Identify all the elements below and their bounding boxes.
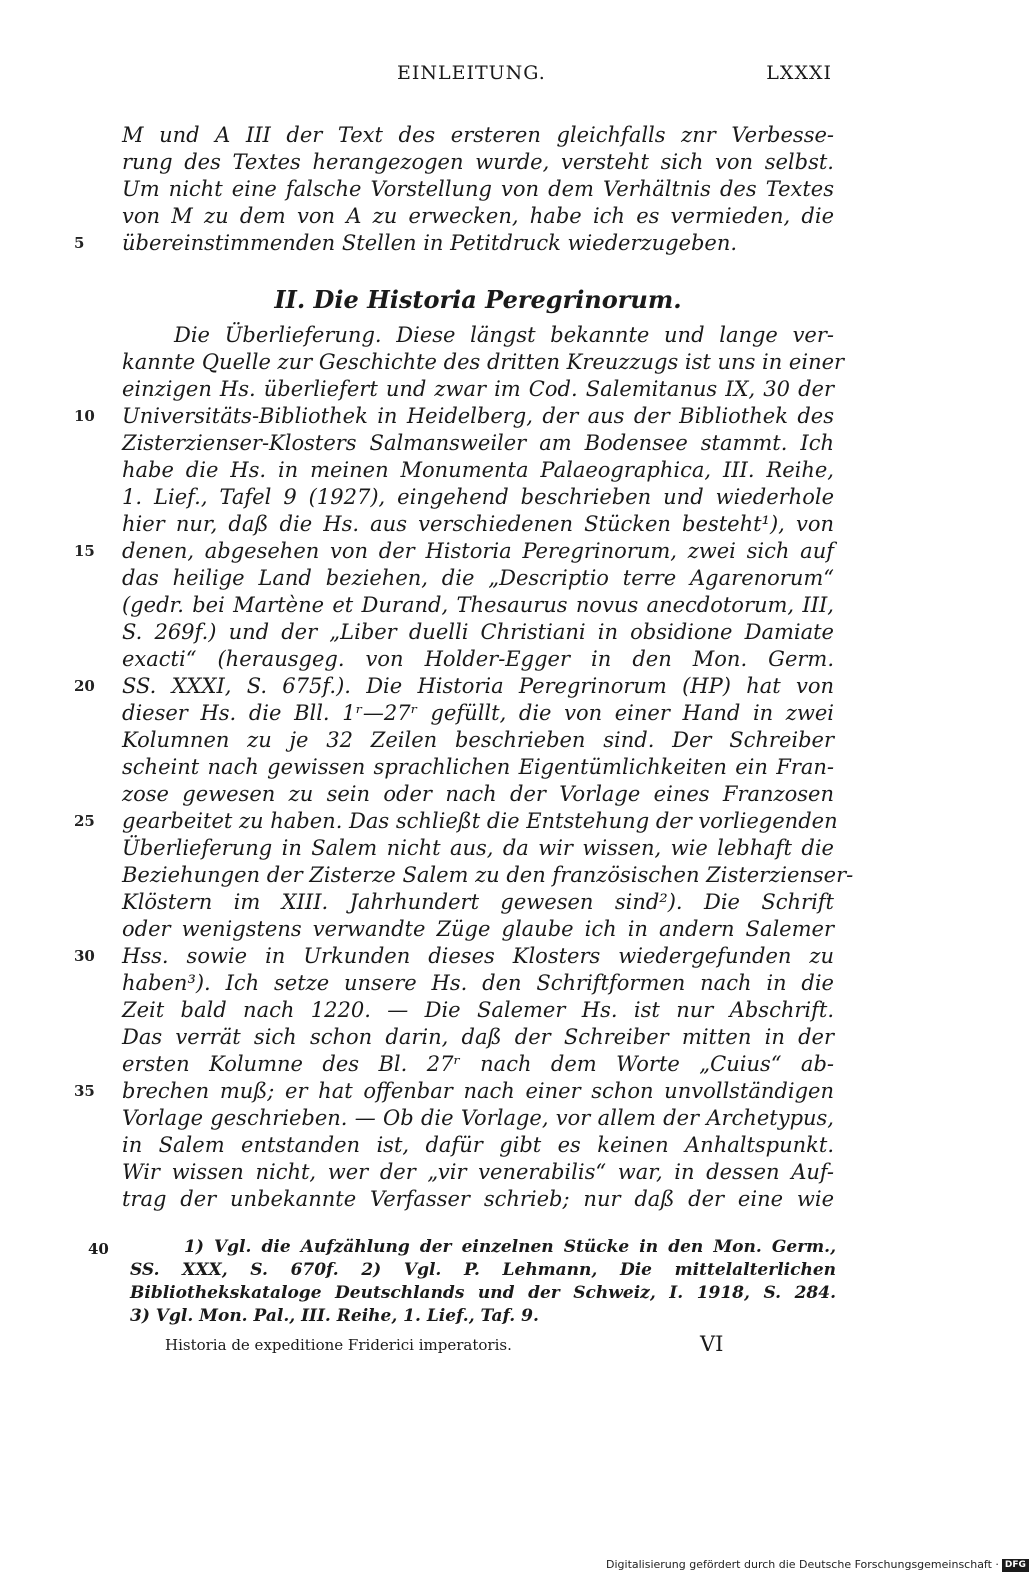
footnote-line: SS. XXX, S. 670f. 2) Vgl. P. Lehmann, Die mittelalterlichen: [130, 1260, 836, 1280]
page-number: LXXXI: [766, 62, 832, 84]
line-number: 5: [74, 234, 85, 252]
text-line: kannte Quelle zur Geschichte des dritten Kreuzzugs ist uns in einer: [122, 350, 845, 374]
text-line: oder wenigstens verwandte Züge glaube ich in andern Salemer: [122, 917, 834, 941]
line-number: 30: [74, 947, 95, 965]
text-line: Beziehungen der Zisterze Salem zu den französischen Zisterzienser-: [122, 863, 854, 887]
running-header: [122, 62, 832, 94]
section-heading: II. Die Historia Peregrinorum.: [274, 285, 682, 314]
line-number: 10: [74, 407, 95, 425]
text-line: (gedr. bei Martène et Durand, Thesaurus novus anecdotorum, III,: [122, 593, 834, 617]
line-number: 40: [88, 1240, 109, 1258]
text-line: trag der unbekannte Verfasser schrieb; nur daß der eine wie: [122, 1187, 834, 1211]
text-line: das heilige Land beziehen, die „Descriptio terre Agarenorum“: [122, 566, 834, 590]
text-line: brechen muß; er hat offenbar nach einer schon unvollständigen: [122, 1079, 834, 1103]
text-line: Zeit bald nach 1220. — Die Salemer Hs. ist nur Abschrift.: [122, 998, 834, 1022]
running-title: EINLEITUNG.: [397, 62, 546, 84]
footnote-line: Bibliothekskataloge Deutschlands und der Schweiz, I. 1918, S. 284.: [130, 1283, 836, 1303]
text-line: denen, abgesehen von der Historia Peregrinorum, zwei sich auf: [122, 539, 834, 563]
text-line: einzigen Hs. überliefert und zwar im Cod. Salemitanus IX, 30 der: [122, 377, 834, 401]
text-line: M und A III der Text des ersteren gleichfalls znr Verbesse-: [122, 123, 834, 147]
text-line: Kolumnen zu je 32 Zeilen beschrieben sind. Der Schreiber: [122, 728, 834, 752]
text-line: Um nicht eine falsche Vorstellung von dem Verhältnis des Textes: [122, 177, 834, 201]
text-line: dieser Hs. die Bll. 1ʳ—27ʳ gefüllt, die von einer Hand in zwei: [122, 701, 834, 725]
text-line: in Salem entstanden ist, dafür gibt es keinen Anhaltspunkt.: [122, 1133, 834, 1157]
text-line: haben³). Ich setze unsere Hs. den Schriftformen nach in die: [122, 971, 834, 995]
text-line: ersten Kolumne des Bl. 27ʳ nach dem Worte „Cuius“ ab-: [122, 1052, 834, 1076]
dfg-funding-text: Digitalisierung gefördert durch die Deutsche Forschungsgemeinschaft ·: [606, 1558, 999, 1571]
text-line: zose gewesen zu sein oder nach der Vorlage eines Franzosen: [122, 782, 834, 806]
text-line: 1. Lief., Tafel 9 (1927), eingehend beschrieben und wiederhole: [122, 485, 834, 509]
signature-mark: VI: [700, 1332, 724, 1356]
text-line: hier nur, daß die Hs. aus verschiedenen Stücken besteht¹), von: [122, 512, 834, 536]
text-line: Wir wissen nicht, wer der „vir venerabilis“ war, in dessen Auf-: [122, 1160, 834, 1184]
text-line: Universitäts-Bibliothek in Heidelberg, der aus der Bibliothek des: [122, 404, 834, 428]
text-line: scheint nach gewissen sprachlichen Eigentümlichkeiten ein Fran-: [122, 755, 834, 779]
line-number: 20: [74, 677, 95, 695]
text-line: Zisterzienser-Klosters Salmansweiler am Bodensee stammt. Ich: [122, 431, 834, 455]
text-line: Hss. sowie in Urkunden dieses Klosters wiedergefunden zu: [122, 944, 834, 968]
text-line: Das verrät sich schon darin, daß der Schreiber mitten in der: [122, 1025, 834, 1049]
text-line: gearbeitet zu haben. Das schließt die Entstehung der vorliegenden: [122, 809, 838, 833]
text-line: habe die Hs. in meinen Monumenta Palaeographica, III. Reihe,: [122, 458, 834, 482]
footnote-line: 1) Vgl. die Aufzählung der einzelnen Stücke in den Mon. Germ.,: [184, 1237, 836, 1257]
text-line: von M zu dem von A zu erwecken, habe ich es vermieden, die: [122, 204, 834, 228]
text-line: Vorlage geschrieben. — Ob die Vorlage, vor allem der Archetypus,: [122, 1106, 834, 1130]
text-line: S. 269f.) und der „Liber duelli Christiani in obsidione Damiate: [122, 620, 834, 644]
line-number: 25: [74, 812, 95, 830]
dfg-funding-note: [606, 1556, 1026, 1574]
text-line: Überlieferung in Salem nicht aus, da wir wissen, wie lebhaft die: [122, 836, 834, 860]
footer-title: Historia de expeditione Friderici imperatoris.: [165, 1336, 512, 1354]
text-line: Die Überlieferung. Diese längst bekannte und lange ver-: [174, 323, 834, 347]
text-line: exacti“ (herausgeg. von Holder-Egger in den Mon. Germ.: [122, 647, 834, 671]
text-line: Klöstern im XIII. Jahrhundert gewesen sind²). Die Schrift: [122, 890, 834, 914]
footnote-line: 3) Vgl. Mon. Pal., III. Reihe, 1. Lief., Taf. 9.: [130, 1306, 539, 1326]
text-line: übereinstimmenden Stellen in Petitdruck wiederzugeben.: [122, 231, 738, 255]
text-line: rung des Textes herangezogen wurde, versteht sich von selbst.: [122, 150, 834, 174]
dfg-logo: DFG: [1002, 1559, 1029, 1572]
line-number: 15: [74, 542, 95, 560]
line-number: 35: [74, 1082, 95, 1100]
text-line: SS. XXXI, S. 675f.). Die Historia Peregrinorum (HP) hat von: [122, 674, 834, 698]
